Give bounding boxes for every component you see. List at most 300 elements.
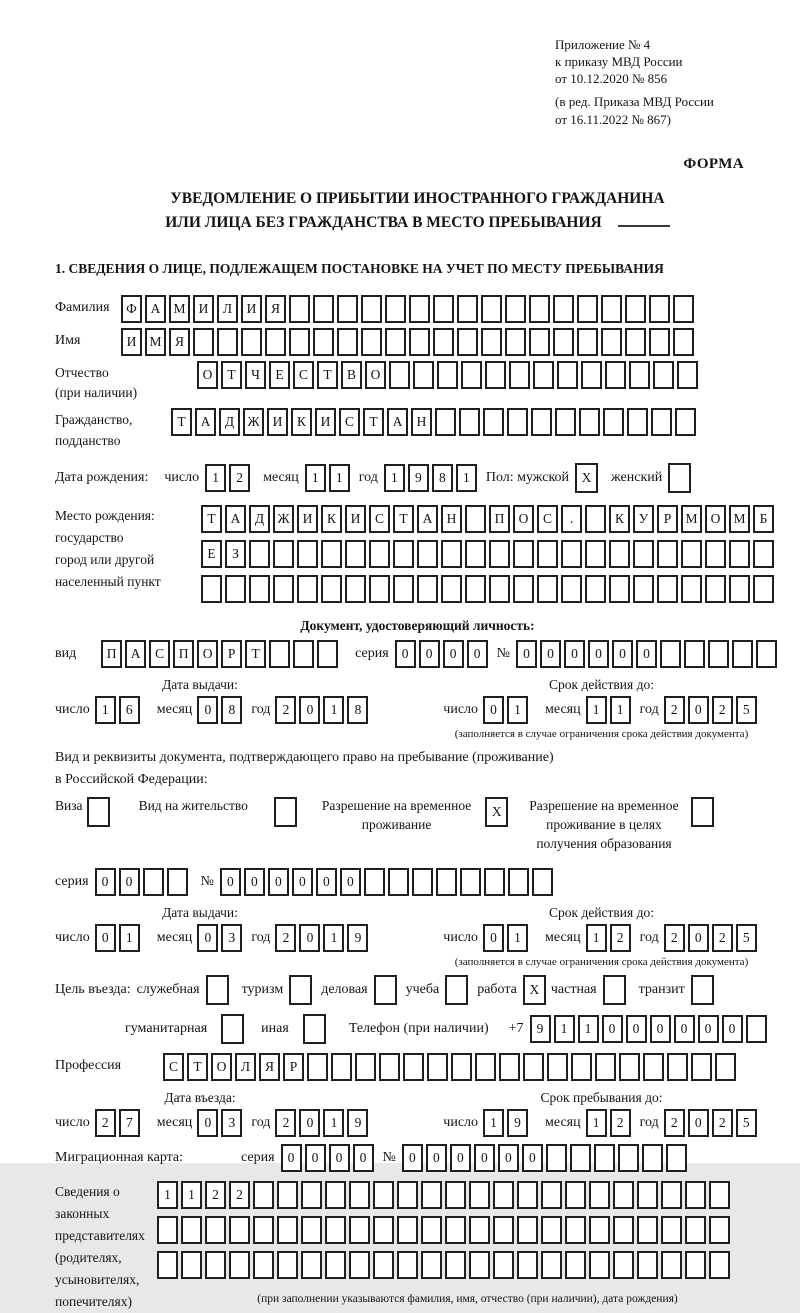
char-box: Р xyxy=(657,505,678,533)
char-box xyxy=(435,408,456,436)
char-box xyxy=(489,540,510,568)
char-box xyxy=(537,540,558,568)
doc-issue-month-boxes xyxy=(197,696,245,724)
char-box xyxy=(241,328,262,356)
char-box xyxy=(756,640,777,668)
char-box: 8 xyxy=(221,696,242,724)
char-box: К xyxy=(321,505,342,533)
identity-doc-header: Документ, удостоверяющий личность: xyxy=(300,617,535,633)
char-box xyxy=(157,1251,178,1279)
char-box xyxy=(508,868,529,896)
purpose-tourism-checkbox[interactable] xyxy=(289,975,315,1005)
char-box xyxy=(661,1181,682,1209)
char-box xyxy=(565,1216,586,1244)
permit-valid-year-boxes xyxy=(664,924,760,952)
char-box[interactable]: 0 xyxy=(626,1015,647,1043)
char-box xyxy=(249,540,270,568)
purpose-business-checkbox[interactable] xyxy=(374,975,400,1005)
char-box: 3 xyxy=(221,1109,242,1137)
char-box: 0 xyxy=(688,924,709,952)
char-box xyxy=(277,1216,298,1244)
char-box xyxy=(729,540,750,568)
char-box xyxy=(594,1144,615,1172)
residence-permit-label: Вид на жительство xyxy=(138,798,248,814)
char-box[interactable] xyxy=(374,975,397,1005)
doc-valid-year-boxes xyxy=(664,696,760,724)
char-box: 1 xyxy=(483,1109,504,1137)
char-box[interactable]: 0 xyxy=(698,1015,719,1043)
char-box xyxy=(441,540,462,568)
char-box[interactable] xyxy=(668,463,691,493)
char-box xyxy=(507,408,528,436)
entry-year-boxes xyxy=(275,1109,371,1137)
char-box xyxy=(373,1216,394,1244)
char-box: У xyxy=(633,505,654,533)
char-box xyxy=(684,640,705,668)
char-box xyxy=(205,1216,226,1244)
char-box: 5 xyxy=(736,696,757,724)
char-box xyxy=(451,1053,472,1081)
char-box xyxy=(581,361,602,389)
char-box: 0 xyxy=(95,924,116,952)
representatives-row-2 xyxy=(157,1216,733,1244)
char-box xyxy=(625,328,646,356)
char-box: Т xyxy=(201,505,222,533)
patronymic-row xyxy=(55,361,780,404)
char-box: 9 xyxy=(347,924,368,952)
representatives-label-line-5: усыновителях, xyxy=(55,1271,140,1287)
purpose-work-checkbox[interactable] xyxy=(523,975,549,1005)
char-box: Е xyxy=(201,540,222,568)
char-box: 0 xyxy=(474,1144,495,1172)
char-box xyxy=(301,1181,322,1209)
migration-series-label: серия xyxy=(241,1149,275,1165)
surname-row xyxy=(55,295,780,323)
purpose-row-2 xyxy=(55,1014,780,1044)
char-box: 1 xyxy=(507,924,528,952)
permit-issue-date-col xyxy=(55,905,423,968)
char-box xyxy=(481,328,502,356)
char-box xyxy=(273,575,294,603)
char-box: 0 xyxy=(516,640,537,668)
char-box[interactable]: 1 xyxy=(578,1015,599,1043)
char-box[interactable]: X xyxy=(523,975,546,1005)
char-box: Т xyxy=(221,361,242,389)
patronymic-label xyxy=(55,361,197,404)
representatives-label-line-6: попечителях) xyxy=(55,1293,132,1309)
doc-valid-date-col xyxy=(423,677,780,740)
citizenship-row xyxy=(55,408,780,451)
annex-line-4: (в ред. Приказа МВД России xyxy=(555,94,714,110)
char-box xyxy=(661,1251,682,1279)
char-box[interactable] xyxy=(274,797,297,827)
char-box xyxy=(393,575,414,603)
char-box: 5 xyxy=(736,1109,757,1137)
char-box[interactable] xyxy=(221,1014,244,1044)
residence-doc-intro-line-1: Вид и реквизиты документа, подтверждающего право на пребывание (проживание) xyxy=(55,749,554,765)
char-box xyxy=(589,1251,610,1279)
doc-valid-note: (заполняется в случае ограничения срока действия документа) xyxy=(454,727,749,740)
residence-doc-series-row xyxy=(55,868,780,896)
year-label: год xyxy=(251,701,271,717)
char-box: 2 xyxy=(712,696,733,724)
month-label: месяц xyxy=(263,469,299,485)
char-box[interactable] xyxy=(303,1014,326,1044)
char-box xyxy=(595,1053,616,1081)
char-box[interactable]: X xyxy=(485,797,508,827)
char-box[interactable]: 1 xyxy=(554,1015,575,1043)
doc-number-label: № xyxy=(496,645,510,661)
char-box xyxy=(385,328,406,356)
purpose-transit-checkbox[interactable] xyxy=(691,975,717,1005)
purpose-business-label: деловая xyxy=(321,981,368,997)
entry-date-col xyxy=(55,1090,423,1137)
day-label: число xyxy=(164,469,200,485)
char-box: 7 xyxy=(119,1109,140,1137)
char-box xyxy=(457,295,478,323)
char-box xyxy=(561,575,582,603)
char-box xyxy=(289,328,310,356)
char-box xyxy=(301,1251,322,1279)
char-box: Ж xyxy=(273,505,294,533)
char-box[interactable]: 0 xyxy=(602,1015,623,1043)
char-box xyxy=(601,295,622,323)
char-box: 0 xyxy=(281,1144,302,1172)
year-label: год xyxy=(639,929,659,945)
char-box: 2 xyxy=(712,924,733,952)
char-box: 0 xyxy=(268,868,289,896)
char-box xyxy=(565,1181,586,1209)
char-box: А xyxy=(195,408,216,436)
char-box: И xyxy=(315,408,336,436)
char-box: 2 xyxy=(610,924,631,952)
char-box xyxy=(469,1251,490,1279)
char-box: 0 xyxy=(95,868,116,896)
temp-permit-education-checkbox[interactable] xyxy=(691,797,717,827)
char-box: 0 xyxy=(220,868,241,896)
profession-boxes xyxy=(163,1053,739,1081)
char-box: З xyxy=(225,540,246,568)
visa-checkbox[interactable] xyxy=(87,797,113,827)
profession-label: Профессия xyxy=(55,1057,122,1073)
purpose-other-checkbox[interactable] xyxy=(303,1014,329,1044)
doc-issue-day-boxes xyxy=(95,696,143,724)
purpose-other-label: иная xyxy=(261,1020,289,1036)
char-box: А xyxy=(387,408,408,436)
citizenship-label-line-2: подданство xyxy=(55,432,121,448)
birth-place-row-2 xyxy=(201,540,777,568)
char-box: С xyxy=(293,361,314,389)
char-box[interactable] xyxy=(289,975,312,1005)
char-box[interactable] xyxy=(691,797,714,827)
char-box xyxy=(433,295,454,323)
char-box[interactable]: 0 xyxy=(650,1015,671,1043)
char-box xyxy=(445,1251,466,1279)
char-box: 0 xyxy=(292,868,313,896)
char-box: Т xyxy=(317,361,338,389)
permit-number-boxes xyxy=(220,868,556,896)
stay-month-boxes xyxy=(586,1109,634,1137)
char-box: С xyxy=(149,640,170,668)
char-box xyxy=(481,295,502,323)
annex-line-1: Приложение № 4 xyxy=(555,37,651,52)
birth-place-block xyxy=(55,505,780,610)
char-box xyxy=(589,1181,610,1209)
char-box xyxy=(532,868,553,896)
entry-day-boxes xyxy=(95,1109,143,1137)
residence-doc-options-row xyxy=(55,797,780,854)
year-label: год xyxy=(251,929,271,945)
char-box: Ч xyxy=(245,361,266,389)
char-box xyxy=(685,1216,706,1244)
char-box[interactable]: 0 xyxy=(722,1015,743,1043)
char-box xyxy=(421,1181,442,1209)
char-box: 0 xyxy=(483,924,504,952)
char-box[interactable] xyxy=(445,975,468,1005)
doc-kind-boxes xyxy=(101,640,341,668)
char-box: И xyxy=(267,408,288,436)
birth-day-boxes xyxy=(205,464,253,492)
char-box: С xyxy=(369,505,390,533)
char-box xyxy=(337,295,358,323)
char-box xyxy=(277,1251,298,1279)
char-box[interactable]: 9 xyxy=(530,1015,551,1043)
char-box: К xyxy=(291,408,312,436)
char-box xyxy=(253,1251,274,1279)
char-box xyxy=(585,540,606,568)
char-box: П xyxy=(489,505,510,533)
purpose-label: Цель въезда: xyxy=(55,981,131,997)
char-box: 0 xyxy=(612,640,633,668)
char-box xyxy=(653,361,674,389)
char-box xyxy=(667,1053,688,1081)
char-box: 0 xyxy=(244,868,265,896)
purpose-work-label: работа xyxy=(477,981,517,997)
doc-valid-date-header: Срок действия до: xyxy=(549,676,654,692)
doc-issue-date-header: Дата выдачи: xyxy=(162,676,238,692)
temp-permit-education-label-line-2: проживание в целях xyxy=(546,817,662,833)
permit-issue-date-row xyxy=(55,924,423,952)
identity-doc-kind-row xyxy=(55,640,780,668)
char-box xyxy=(321,540,342,568)
char-box xyxy=(373,1181,394,1209)
char-box xyxy=(181,1216,202,1244)
migration-series-boxes xyxy=(281,1144,377,1172)
char-box xyxy=(409,295,430,323)
purpose-study-label: учеба xyxy=(405,981,440,997)
permit-issue-day-boxes xyxy=(95,924,143,952)
char-box: Ж xyxy=(243,408,264,436)
char-box xyxy=(577,295,598,323)
char-box xyxy=(541,1216,562,1244)
char-box xyxy=(321,575,342,603)
char-box xyxy=(493,1216,514,1244)
char-box xyxy=(673,295,694,323)
annex-line-5: от 16.11.2022 № 867) xyxy=(555,111,672,127)
permit-valid-note: (заполняется в случае ограничения срока действия документа) xyxy=(454,955,749,968)
temp-permit-label-line-1: Разрешение на временное xyxy=(321,798,472,814)
option-residence-permit xyxy=(139,797,300,827)
char-box xyxy=(361,328,382,356)
sex-male-checkbox[interactable] xyxy=(575,463,601,493)
char-box xyxy=(513,575,534,603)
char-box xyxy=(460,868,481,896)
char-box xyxy=(633,575,654,603)
permit-issue-month-boxes xyxy=(197,924,245,952)
permit-issue-date-header: Дата выдачи: xyxy=(162,904,238,920)
char-box: П xyxy=(173,640,194,668)
char-box[interactable] xyxy=(603,975,626,1005)
patronymic-label-line-1: Отчество xyxy=(55,364,109,380)
annex-line-2: к приказу МВД России xyxy=(555,54,683,70)
char-box xyxy=(493,1181,514,1209)
char-box xyxy=(217,328,238,356)
name-boxes xyxy=(121,328,697,356)
char-box xyxy=(709,1251,730,1279)
char-box[interactable] xyxy=(746,1015,767,1043)
purpose-humanitarian-checkbox[interactable] xyxy=(221,1014,247,1044)
char-box: 1 xyxy=(610,696,631,724)
char-box: И xyxy=(193,295,214,323)
month-label: месяц xyxy=(545,929,581,945)
char-box: 0 xyxy=(688,696,709,724)
char-box: 2 xyxy=(664,1109,685,1137)
char-box: Я xyxy=(265,295,286,323)
permit-number-label: № xyxy=(200,873,214,889)
char-box xyxy=(637,1216,658,1244)
char-box: С xyxy=(537,505,558,533)
char-box: . xyxy=(561,505,582,533)
purpose-tourism-label: туризм xyxy=(241,981,284,997)
char-box xyxy=(531,408,552,436)
char-box: 2 xyxy=(275,1109,296,1137)
temp-permit-checkbox[interactable] xyxy=(485,797,511,827)
char-box: 1 xyxy=(456,464,477,492)
migration-card-row xyxy=(55,1144,780,1172)
char-box: М xyxy=(169,295,190,323)
purpose-official-checkbox[interactable] xyxy=(206,975,232,1005)
sex-female-checkbox[interactable] xyxy=(668,463,694,493)
char-box[interactable]: X xyxy=(575,463,598,493)
visa-label: Виза xyxy=(55,798,83,814)
char-box xyxy=(369,575,390,603)
representatives-row-1 xyxy=(157,1181,733,1209)
birth-month-boxes xyxy=(305,464,353,492)
char-box xyxy=(529,295,550,323)
purpose-study-checkbox[interactable] xyxy=(445,975,471,1005)
char-box xyxy=(413,361,434,389)
char-box[interactable] xyxy=(87,797,110,827)
stay-year-boxes xyxy=(664,1109,760,1137)
char-box xyxy=(403,1053,424,1081)
purpose-official-label: служебная xyxy=(136,981,200,997)
entry-dates-block xyxy=(55,1090,780,1137)
doc-valid-month-boxes xyxy=(586,696,634,724)
char-box xyxy=(681,575,702,603)
permit-issue-year-boxes xyxy=(275,924,371,952)
birth-date-label: Дата рождения: xyxy=(55,469,149,485)
char-box xyxy=(609,575,630,603)
char-box: Т xyxy=(363,408,384,436)
char-box[interactable] xyxy=(691,975,714,1005)
purpose-private-checkbox[interactable] xyxy=(603,975,629,1005)
char-box xyxy=(577,328,598,356)
birth-place-row-3 xyxy=(201,575,777,603)
char-box: И xyxy=(121,328,142,356)
char-box xyxy=(517,1251,538,1279)
char-box xyxy=(589,1216,610,1244)
day-label: число xyxy=(443,701,479,717)
char-box: 0 xyxy=(636,640,657,668)
permit-valid-day-boxes xyxy=(483,924,531,952)
char-box: Ф xyxy=(121,295,142,323)
residence-doc-intro xyxy=(55,747,780,790)
option-temp-permit xyxy=(322,797,511,835)
residence-doc-dates-block xyxy=(55,905,780,968)
char-box: 0 xyxy=(483,696,504,724)
representatives-label xyxy=(55,1181,157,1313)
section-1-title: 1. СВЕДЕНИЯ О ЛИЦЕ, ПОДЛЕЖАЩЕМ ПОСТАНОВКЕ НА УЧЕТ ПО МЕСТУ ПРЕБЫВАНИЯ xyxy=(55,260,664,276)
citizenship-label-line-1: Гражданство, xyxy=(55,412,133,428)
char-box: 0 xyxy=(402,1144,423,1172)
birth-place-label-line-1: Место рождения: xyxy=(55,507,155,523)
char-box: Н xyxy=(411,408,432,436)
birth-place-label-line-4: населенный пункт xyxy=(55,573,161,589)
char-box xyxy=(307,1053,328,1081)
char-box xyxy=(229,1216,250,1244)
birth-year-boxes xyxy=(384,464,480,492)
char-box xyxy=(289,295,310,323)
char-box xyxy=(313,295,334,323)
char-box: 1 xyxy=(329,464,350,492)
char-box xyxy=(205,1251,226,1279)
phone-digit-boxes[interactable] xyxy=(530,1015,770,1043)
doc-valid-date-row xyxy=(423,696,780,724)
char-box: Л xyxy=(217,295,238,323)
char-box[interactable]: 0 xyxy=(674,1015,695,1043)
char-box xyxy=(436,868,457,896)
char-box: 8 xyxy=(347,696,368,724)
char-box xyxy=(553,295,574,323)
birth-place-rows xyxy=(201,505,777,610)
surname-boxes xyxy=(121,295,697,323)
residence-permit-checkbox[interactable] xyxy=(274,797,300,827)
char-box xyxy=(417,575,438,603)
char-box: 2 xyxy=(275,696,296,724)
char-box[interactable] xyxy=(206,975,229,1005)
char-box xyxy=(547,1053,568,1081)
char-box: 1 xyxy=(181,1181,202,1209)
char-box: 1 xyxy=(157,1181,178,1209)
identity-doc-dates-block xyxy=(55,677,780,740)
stay-until-col xyxy=(423,1090,780,1137)
char-box xyxy=(397,1251,418,1279)
char-box xyxy=(579,408,600,436)
char-box xyxy=(317,640,338,668)
char-box xyxy=(557,361,578,389)
char-box xyxy=(397,1216,418,1244)
char-box xyxy=(461,361,482,389)
char-box xyxy=(517,1216,538,1244)
char-box: А xyxy=(125,640,146,668)
char-box xyxy=(705,540,726,568)
profession-row xyxy=(55,1053,780,1081)
char-box xyxy=(445,1181,466,1209)
char-box xyxy=(269,640,290,668)
char-box xyxy=(546,1144,567,1172)
char-box xyxy=(433,328,454,356)
birth-place-label-line-2: государство xyxy=(55,529,124,545)
